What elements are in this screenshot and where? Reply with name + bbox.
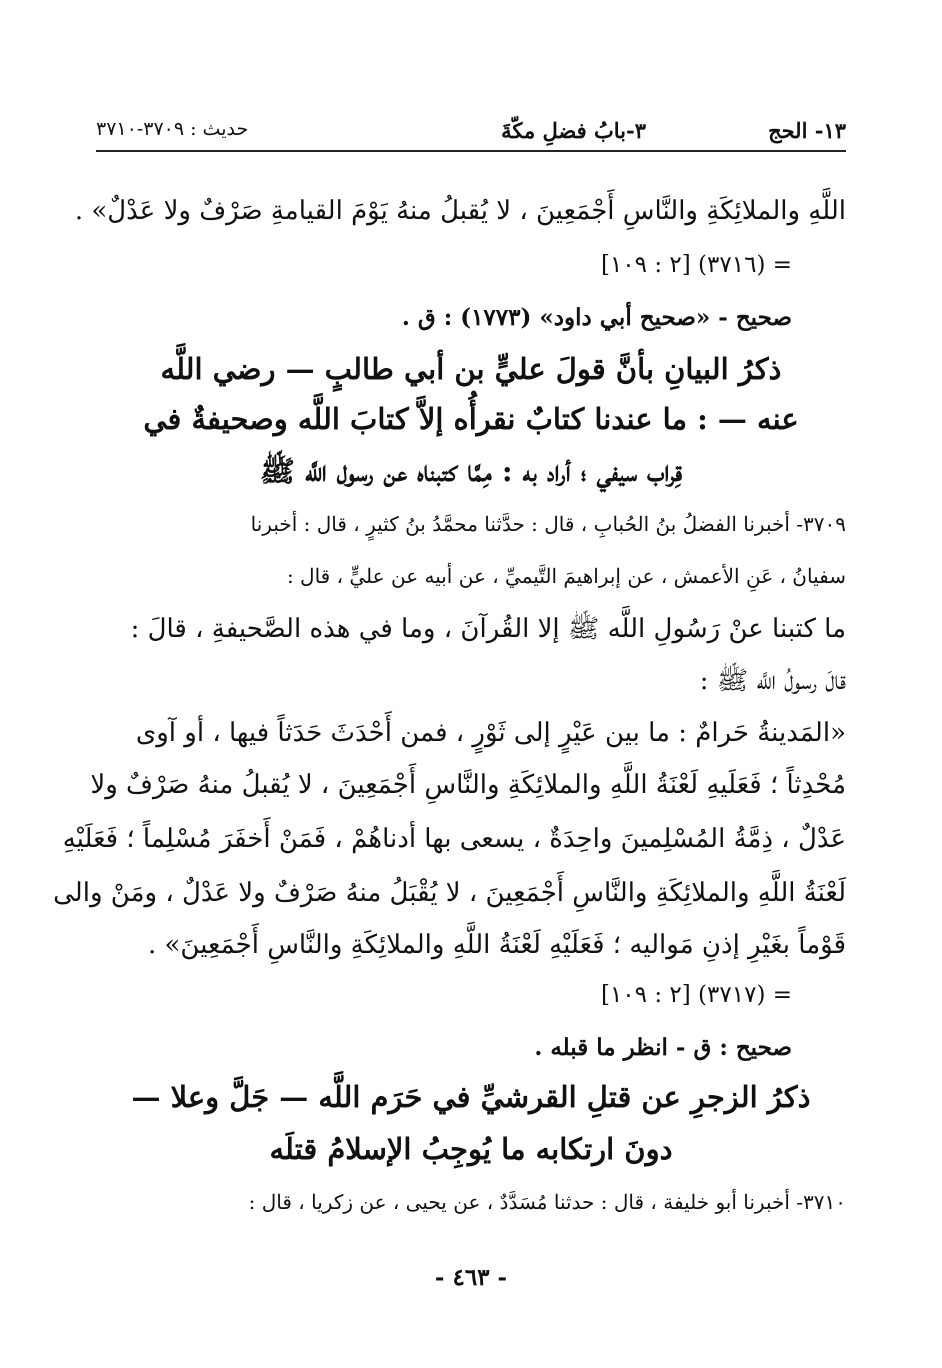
matn-line: «المَدينةُ حَرامٌ : ما بين عَيْرٍ إلى ثَوْرٍ ، فمن أَحْدَثَ حَدَثاً فيها ، أو آوى [135, 718, 846, 748]
header-rule [96, 150, 846, 152]
isnad-line: سفيانُ ، عَنِ الأعمش ، عن إبراهيمَ التَّيميِّ ، عن أبيه عن عليٍّ ، قال : [286, 564, 846, 588]
isnad-line: ٣٧١٠- أخبرنا أبو خليفة ، قال : حدثنا مُسَدَّدٌ ، عن يحيى ، عن زكريا ، قال : [248, 1190, 846, 1214]
isnad-line: ٣٧٠٩- أخبرنا الفضلُ بنُ الحُبابِ ، قال : حدَّثنا محمَّدُ بنُ كثيرٍ ، قال : أخبرنا [250, 512, 846, 536]
matn-line: مُحْدِثاً ؛ فَعَلَيهِ لَعْنَةُ اللَّهِ والملائِكَةِ والنَّاسِ أَجْمَعِينَ ، لا يُقبلُ منهُ صَرْفٌ ولا [90, 770, 846, 800]
header-chapter: ١٣- الحج [768, 118, 846, 143]
reference-line: = (٣٧١٧) [٢ : ١٠٩] [600, 982, 792, 1008]
header-bab: ٣-بابُ فضلِ مكّةَ [501, 118, 646, 143]
matn-line: قالَ رسولُ اللَّه ﷺ : [699, 666, 846, 696]
reference-line: = (٣٧١٦) [٢ : ١٠٩] [600, 252, 792, 278]
chapter-heading-line: دونَ ارتكابه ما يُوجِبُ الإسلامُ قتلَه [269, 1132, 673, 1166]
chapter-heading-line: ذكرُ البيانِ بأنَّ قولَ عليٍّ بن أبي طالبٍ — رضي اللَّه [160, 352, 782, 386]
header-hadith-range: حديث : ٣٧٠٩-٣٧١٠ [96, 118, 249, 140]
page-number: - ٤٦٣ - [434, 1264, 508, 1291]
text-line: اللَّهِ والملائِكَةِ والنَّاسِ أَجْمَعِينَ ، لا يُقبلُ منهُ يَوْمَ القيامةِ صَرْفٌ ولا عَدْلٌ» . [74, 196, 846, 226]
matn-line: عَدْلٌ ، ذِمَّةُ المُسْلِمينَ واحِدَةٌ ، يسعى بها أدناهُمْ ، فَمَنْ أَخفَرَ مُسْلِماً ؛ فَعَلَيْهِ [62, 824, 846, 854]
grading-line: صحيح - «صحيح أبي داود» (١٧٧٣) : ق . [401, 304, 792, 331]
chapter-heading-line: ذكرُ الزجرِ عن قتلِ القرشيِّ في حَرَم اللَّه — جَلَّ وعلا — [131, 1080, 811, 1114]
chapter-heading-line: عنه — : ما عندنا كتابٌ نقرأُه إلاَّ كتابَ اللَّه وصحيفةٌ في [143, 402, 799, 436]
chapter-heading-line: قِراب سيفي ؛ أراد به : مِمَّا كتبناه عن رسول اللَّه ﷺ [259, 454, 683, 488]
matn-line: قَوْماً بغَيْرِ إذنِ مَواليه ؛ فَعَلَيْهِ لَعْنَةُ اللَّهِ والملائِكَةِ والنَّاسِ أَجْمَعِينَ» . [147, 930, 846, 960]
running-header [96, 112, 846, 152]
matn-line: لَعْنَةُ اللَّهِ والملائِكَةِ والنَّاسِ أَجْمَعِينَ ، لا يُقْبَلُ منهُ صَرْفٌ ولا عَدْلٌ ، ومَنْ والى [53, 878, 846, 908]
matn-line: ما كتبنا عنْ رَسُولِ اللَّه ﷺ إلا القُرآنَ ، وما في هذه الصَّحيفةِ ، قالَ : [130, 614, 846, 644]
grading-line: صحيح : ق - انظر ما قبله . [534, 1034, 792, 1061]
